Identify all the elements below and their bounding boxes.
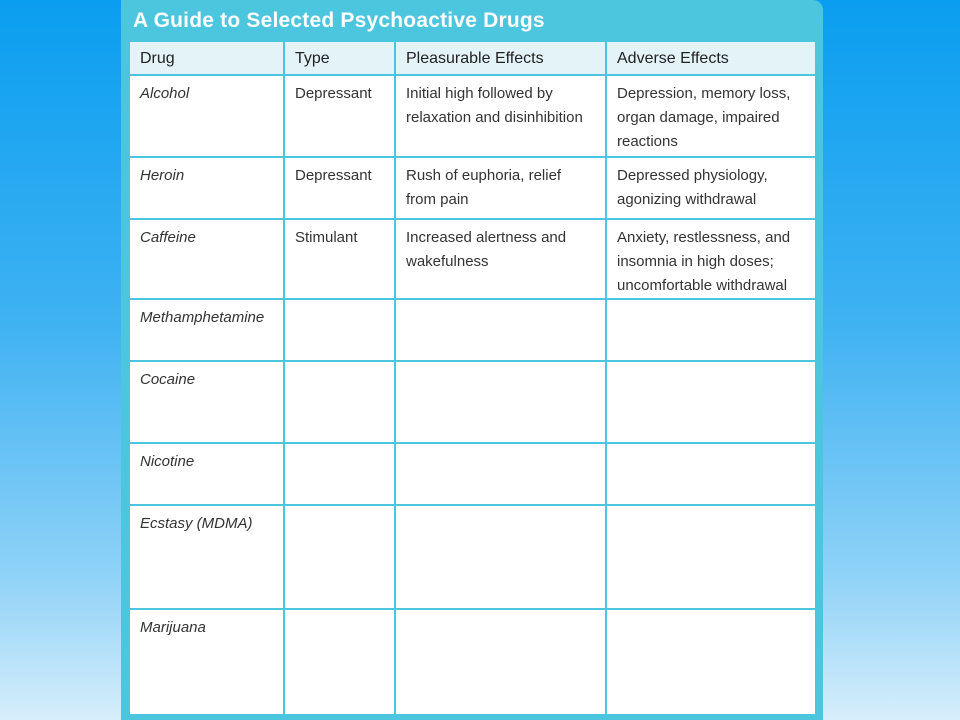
- pleasurable-effects-cell: [395, 505, 606, 609]
- adverse-effects-cell: [606, 299, 816, 361]
- adverse-effects-cell: [606, 443, 816, 505]
- type-cell: [284, 443, 395, 505]
- drug-cell: Marijuana: [129, 609, 284, 715]
- pleasurable-effects-cell: [395, 609, 606, 715]
- adverse-effects-cell: [606, 505, 816, 609]
- type-cell: [284, 299, 395, 361]
- table-row: [129, 505, 816, 609]
- drug-cell: Methamphetamine: [129, 299, 284, 361]
- adverse-effects-cell: Depressed physiology, agonizing withdrawal: [606, 157, 816, 219]
- column-header-adverse-effects: Adverse Effects: [606, 41, 816, 75]
- adverse-effects-cell: Depression, memory loss, organ damage, impaired reactions: [606, 75, 816, 157]
- type-cell: [284, 361, 395, 443]
- type-cell: Depressant: [284, 157, 395, 219]
- column-header-type: Type: [284, 41, 395, 75]
- pleasurable-effects-cell: Initial high followed by relaxation and disinhibition: [395, 75, 606, 157]
- pleasurable-effects-cell: Increased alertness and wakefulness: [395, 219, 606, 299]
- pleasurable-effects-cell: [395, 299, 606, 361]
- type-cell: Stimulant: [284, 219, 395, 299]
- table-header-row: [129, 41, 816, 75]
- adverse-effects-cell: [606, 609, 816, 715]
- page-title: A Guide to Selected Psychoactive Drugs: [133, 9, 545, 32]
- drug-table: [128, 40, 817, 716]
- table-row: [129, 443, 816, 505]
- type-cell: [284, 609, 395, 715]
- table-row: [129, 609, 816, 715]
- type-cell: [284, 505, 395, 609]
- adverse-effects-cell: [606, 361, 816, 443]
- column-header-pleasurable-effects: Pleasurable Effects: [395, 41, 606, 75]
- pleasurable-effects-cell: [395, 361, 606, 443]
- table-row: [129, 219, 816, 299]
- pleasurable-effects-cell: [395, 443, 606, 505]
- drug-cell: Nicotine: [129, 443, 284, 505]
- table-row: [129, 157, 816, 219]
- drug-cell: Cocaine: [129, 361, 284, 443]
- table-row: [129, 75, 816, 157]
- column-header-drug: Drug: [129, 41, 284, 75]
- pleasurable-effects-cell: Rush of euphoria, relief from pain: [395, 157, 606, 219]
- adverse-effects-cell: Anxiety, restlessness, and insomnia in high doses; uncomfortable withdrawal: [606, 219, 816, 299]
- table-row: [129, 299, 816, 361]
- drug-cell: Heroin: [129, 157, 284, 219]
- table-row: [129, 361, 816, 443]
- drug-cell: Ecstasy (MDMA): [129, 505, 284, 609]
- guide-panel: [121, 0, 823, 720]
- type-cell: Depressant: [284, 75, 395, 157]
- drug-cell: Alcohol: [129, 75, 284, 157]
- drug-cell: Caffeine: [129, 219, 284, 299]
